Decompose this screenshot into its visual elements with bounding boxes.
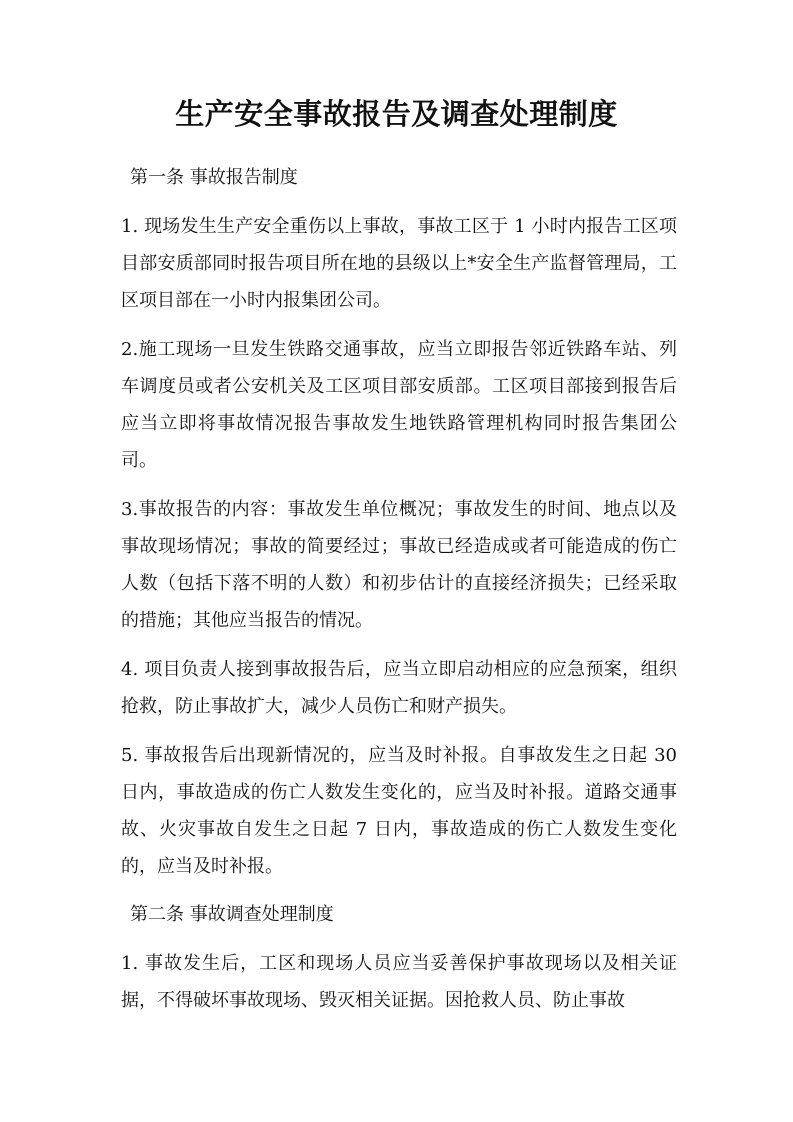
- paragraph-1-2: 2.施工现场一旦发生铁路交通事故，应当立即报告邻近铁路车站、列车调度员或者公安机关及工区项目部安质部。工区项目部接到报告后应当立即将事故情况报告事故发生地铁路管理机构同时报告集团公司。: [121, 339, 677, 471]
- section-heading-2: 第二条 事故调查处理制度: [130, 904, 334, 925]
- paragraph-1-5: 5. 事故报告后出现新情况的，应当及时补报。自事故发生之日起 30 日内，事故造成的伤亡人数发生变化的，应当及时补报。道路交通事故、火灾事故自发生之日起 7 日内，事故造成的伤亡人数发生变化的，应当及时补报。: [121, 745, 677, 877]
- paragraph-1-3: 3.事故报告的内容：事故发生单位概况；事故发生的时间、地点以及事故现场情况；事故的简要经过；事故已经造成或者可能造成的伤亡人数（包括下落不明的人数）和初步估计的直接经济损失；已经采取的措施；其他应当报告的情况。: [121, 499, 677, 631]
- paragraph-1-1: 1. 现场发生生产安全重伤以上事故，事故工区于 1 小时内报告工区项目部安质部同时报告项目所在地的县级以上*安全生产监督管理局，工区项目部在一小时内报集团公司。: [121, 216, 677, 311]
- paragraph-2-1: 1. 事故发生后，工区和现场人员应当妥善保护事故现场以及相关证据，不得破坏事故现场、毁灭相关证据。因抢救人员、防止事故: [121, 953, 677, 1011]
- paragraph-1-4: 4. 项目负责人接到事故报告后，应当立即启动相应的应急预案，组织抢救，防止事故扩大，减少人员伤亡和财产损失。: [121, 659, 677, 717]
- document-body: [121, 160, 677, 1031]
- section-heading-1: 第一条 事故报告制度: [130, 167, 298, 188]
- document-title: 生产安全事故报告及调查处理制度: [175, 97, 618, 131]
